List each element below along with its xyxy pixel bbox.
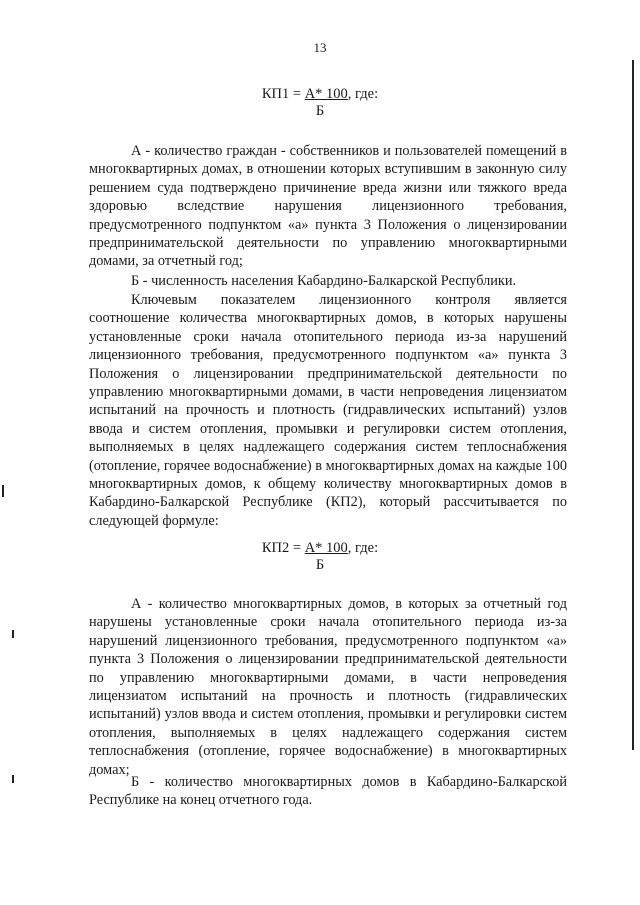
paragraph-a-citizens: А - количество граждан - собственников и пользователей помещений в многоквартирных домах, в отношении которых вступившим в законную силу решением суда подтверждено причинение вреда жизни или тяжкого вреда здоровью вследствие нарушения лицензионного требования, предусмотренного подпунктом «а» пункта 3 Положения о лицензировании предпринимательской деятельности по управлению многоквартирными домами, за отчетный год;	[89, 143, 567, 270]
paragraph-a-houses: А - количество многоквартирных домов, в которых за отчетный год нарушены установленные сроки начала отопительного периода из-за нарушений лицензионного требования, предусмотренного подпунктом «а» пункта 3 Положения о лицензировании предпринимательской деятельности по управлению многоквартирными домами, в части непроведения лицензиатом испытаний на прочность и плотность (гидравлических испытаний) узлов ввода и систем отопления, промывки и регулировки систем отопления, выполняемых в целях надлежащего содержания систем теплоснабжения (отопление, горячее водоснабжение) в многоквартирных домах;	[89, 596, 567, 778]
paragraph-key-indicator: Ключевым показателем лицензионного контроля является соотношение количества многоквартирных домов, в которых нарушены установленные сроки начала отопительного периода из-за нарушений лицензионного требования, предусмотренного подпунктом «а» пункта 3 Положения о лицензировании предпринимательской деятельности по управлению многоквартирными домами, в части непроведения лицензиатом испытаний на прочность и плотность (гидравлических испытаний) узлов ввода и систем отопления, промывки и регулировки систем отопления, выполняемых в целях надлежащего содержания систем теплоснабжения (отопление, горячее водоснабжение) в многоквартирных домах на каждые 100 многоквартирных домов, к общему количеству многоквартирных домов в Кабардино-Балкарской Республике (КП2), который рассчитывается по следующей формуле:	[89, 292, 567, 529]
formula-kp2	[0, 540, 640, 574]
page-number: 13	[313, 40, 327, 55]
formula-kp1-suffix: , где:	[347, 86, 379, 102]
scan-edge-mark	[2, 485, 4, 497]
paragraph-b-population: Б - численность населения Кабардино-Балкарской Республики.	[131, 273, 517, 289]
formula-kp2-numerator: А* 100	[304, 540, 348, 556]
formula-kp1-numerator: А* 100	[304, 86, 348, 102]
formula-kp1	[0, 86, 640, 120]
paragraph-b-houses-total: Б - количество многоквартирных домов в Кабардино-Балкарской Республике на конец отчетного года.	[89, 774, 567, 809]
scan-edge-mark	[12, 775, 14, 783]
scan-edge-line	[632, 60, 634, 750]
formula-kp2-lhs: КП2 =	[261, 540, 305, 556]
formula-kp2-suffix: , где:	[347, 540, 379, 556]
formula-kp2-denominator: Б	[315, 557, 325, 573]
scan-edge-mark	[12, 630, 14, 638]
formula-kp1-denominator: Б	[315, 103, 325, 119]
formula-kp1-lhs: КП1 =	[261, 86, 305, 102]
